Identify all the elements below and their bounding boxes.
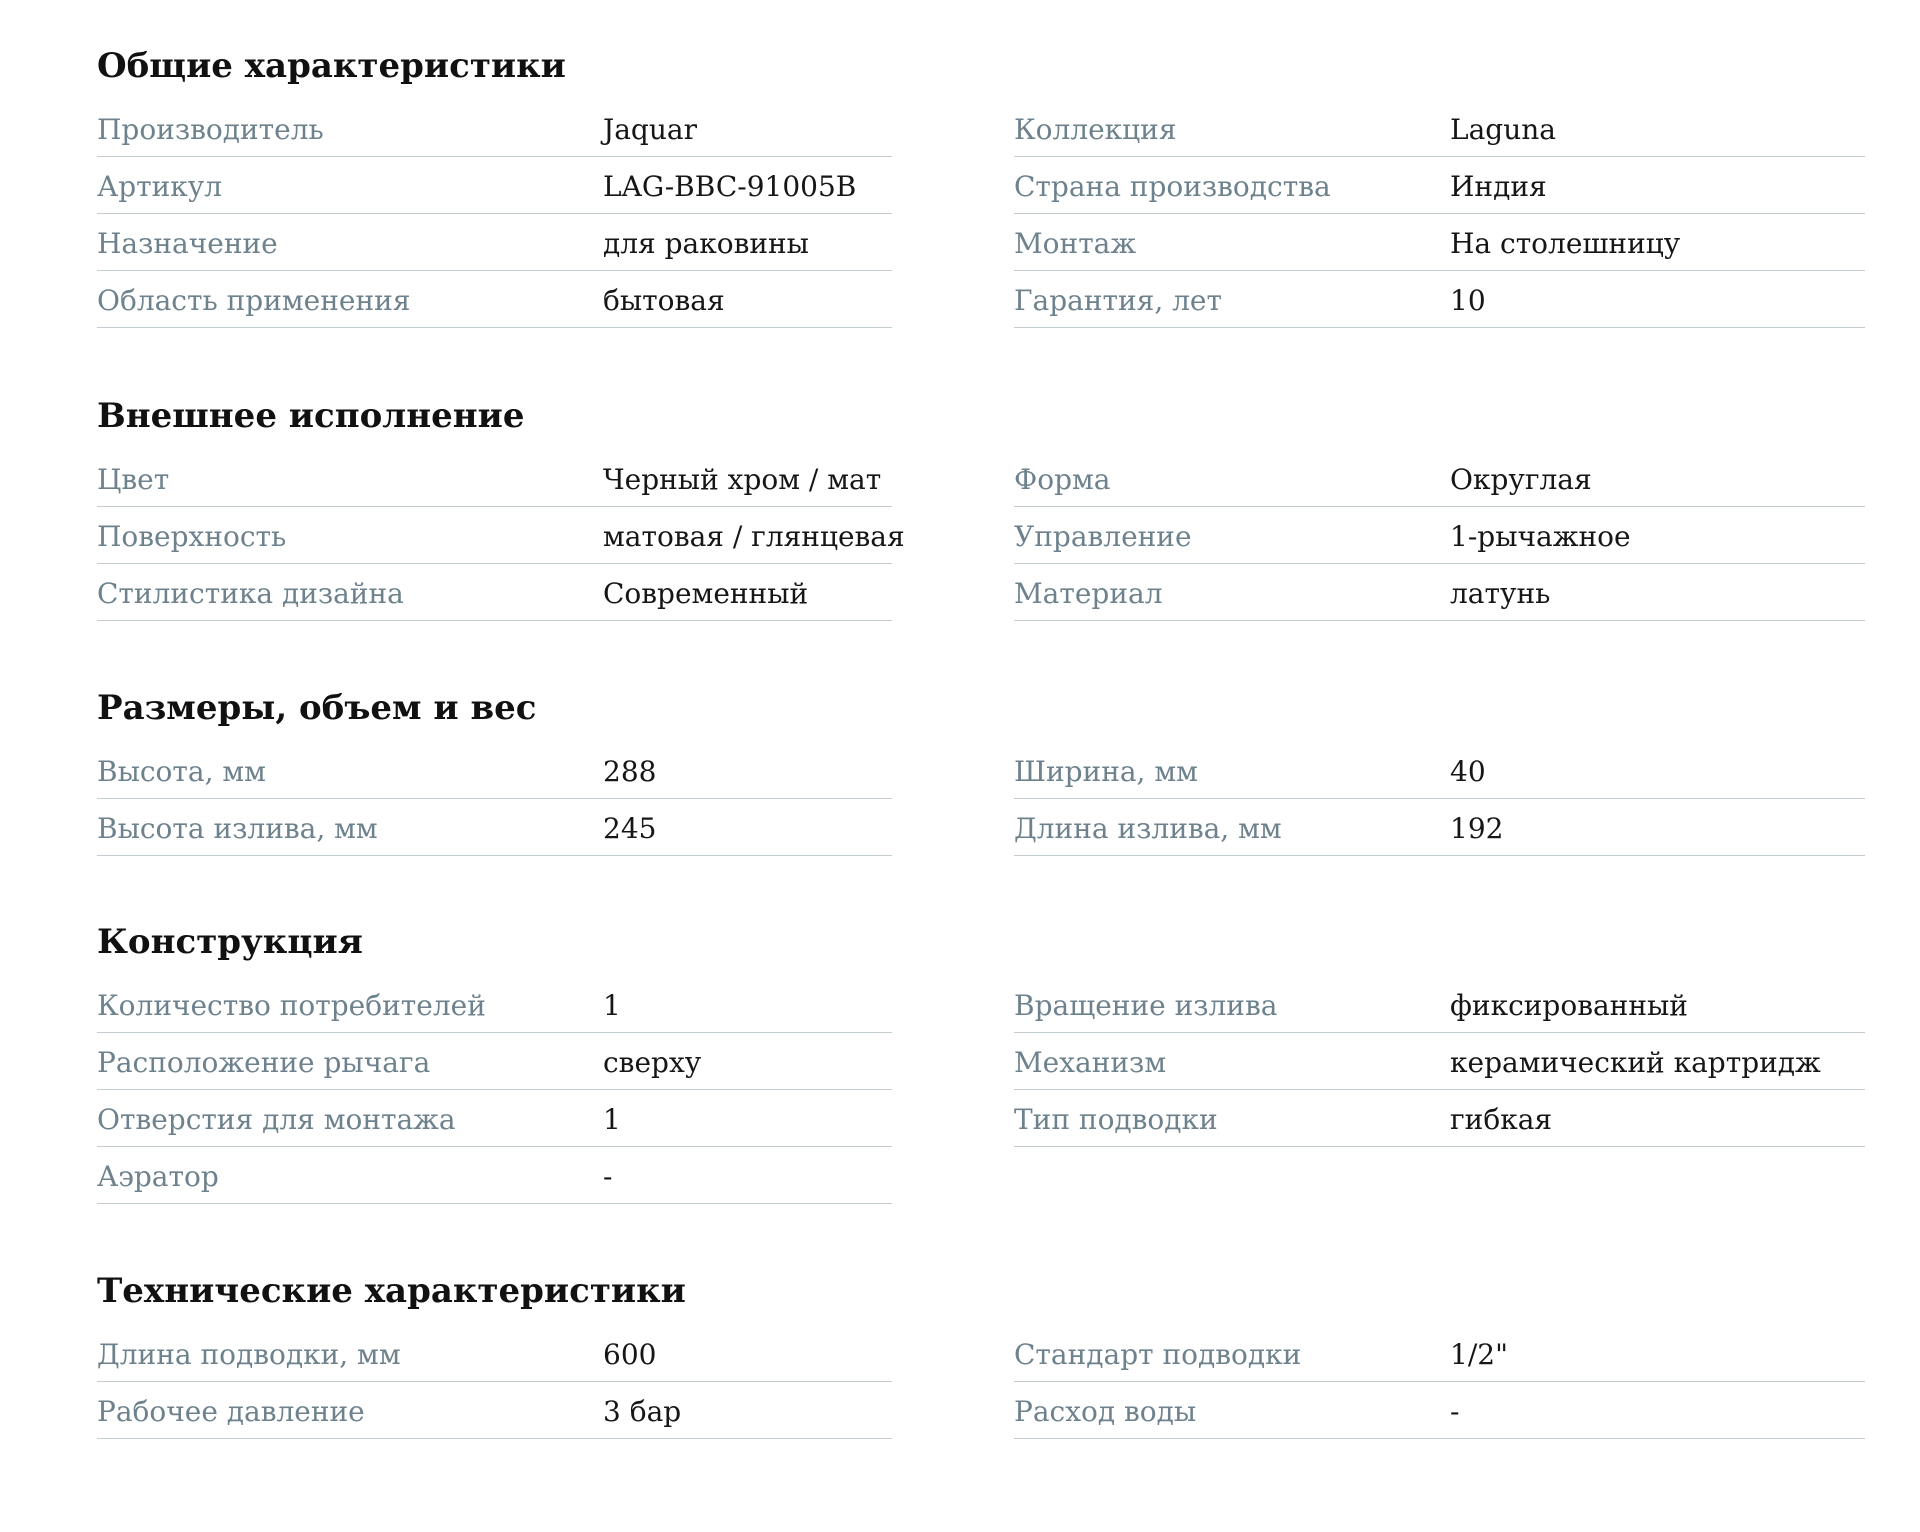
spec-value: сверху <box>603 1046 702 1079</box>
spec-value: 3 бар <box>603 1395 682 1428</box>
spec-value: матовая / глянцевая <box>603 520 905 553</box>
spec-value: Jaquar <box>603 113 697 146</box>
spec-row <box>1014 1090 1865 1147</box>
spec-label: Стандарт подводки <box>1014 1338 1302 1371</box>
spec-value: 600 <box>603 1338 657 1371</box>
spec-label: Материал <box>1014 577 1163 610</box>
spec-column-right <box>1014 100 1865 328</box>
spec-row <box>1014 157 1865 214</box>
spec-value: 1-рычажное <box>1450 520 1631 553</box>
spec-label: Вращение излива <box>1014 989 1278 1022</box>
spec-row <box>97 1033 892 1090</box>
spec-row <box>97 450 892 507</box>
spec-row <box>97 1147 892 1204</box>
spec-label: Форма <box>1014 463 1111 496</box>
spec-row <box>1014 1382 1865 1439</box>
spec-label: Расположение рычага <box>97 1046 431 1079</box>
spec-column-left <box>97 100 892 328</box>
spec-row <box>97 1090 892 1147</box>
spec-label: Гарантия, лет <box>1014 284 1222 317</box>
spec-value: гибкая <box>1450 1103 1553 1136</box>
spec-label: Область применения <box>97 284 411 317</box>
spec-row <box>1014 507 1865 564</box>
spec-row <box>97 1382 892 1439</box>
spec-column-right <box>1014 976 1865 1147</box>
section-dimensions <box>97 688 1865 845</box>
spec-row <box>1014 214 1865 271</box>
section-title: Общие характеристики <box>97 46 566 86</box>
spec-label: Тип подводки <box>1014 1103 1218 1136</box>
spec-row <box>1014 100 1865 157</box>
spec-label: Аэратор <box>97 1160 219 1193</box>
spec-label: Длина подводки, мм <box>97 1338 401 1371</box>
section-title: Внешнее исполнение <box>97 396 525 436</box>
spec-column-left <box>97 742 892 856</box>
spec-column-left <box>97 976 892 1204</box>
spec-label: Стилистика дизайна <box>97 577 404 610</box>
spec-value: бытовая <box>603 284 725 317</box>
spec-row <box>1014 271 1865 328</box>
spec-label: Высота излива, мм <box>97 812 378 845</box>
spec-label: Управление <box>1014 520 1192 553</box>
section-general <box>97 46 1865 317</box>
spec-value: Черный хром / мат <box>603 463 882 496</box>
section-title: Технические характеристики <box>97 1271 686 1311</box>
spec-value: 1/2" <box>1450 1338 1508 1371</box>
spec-value: фиксированный <box>1450 989 1688 1022</box>
spec-label: Высота, мм <box>97 755 266 788</box>
spec-label: Коллекция <box>1014 113 1177 146</box>
spec-label: Длина излива, мм <box>1014 812 1282 845</box>
spec-value: 10 <box>1450 284 1486 317</box>
spec-value: Округлая <box>1450 463 1592 496</box>
spec-value: 288 <box>603 755 657 788</box>
spec-value: 192 <box>1450 812 1504 845</box>
spec-label: Артикул <box>97 170 223 203</box>
spec-row <box>97 799 892 856</box>
spec-row <box>97 214 892 271</box>
spec-value: для раковины <box>603 227 809 260</box>
spec-row <box>97 1325 892 1382</box>
section-appearance <box>97 396 1865 610</box>
spec-value: керамический картридж <box>1450 1046 1821 1079</box>
spec-value: LAG-BBC-91005B <box>603 170 857 203</box>
spec-label: Расход воды <box>1014 1395 1197 1428</box>
spec-label: Количество потребителей <box>97 989 486 1022</box>
spec-label: Рабочее давление <box>97 1395 365 1428</box>
spec-value: 1 <box>603 989 621 1022</box>
spec-column-left <box>97 1325 892 1439</box>
spec-value: 245 <box>603 812 657 845</box>
spec-row <box>1014 976 1865 1033</box>
spec-value: - <box>603 1160 613 1193</box>
spec-label: Отверстия для монтажа <box>97 1103 456 1136</box>
spec-value: 1 <box>603 1103 621 1136</box>
spec-value: - <box>1450 1395 1460 1428</box>
spec-value: латунь <box>1450 577 1551 610</box>
spec-column-right <box>1014 450 1865 621</box>
spec-row <box>97 271 892 328</box>
spec-label: Поверхность <box>97 520 287 553</box>
spec-row <box>1014 564 1865 621</box>
spec-row <box>1014 1325 1865 1382</box>
spec-row <box>97 157 892 214</box>
spec-row <box>1014 1033 1865 1090</box>
spec-column-right <box>1014 742 1865 856</box>
spec-row <box>97 976 892 1033</box>
spec-row <box>1014 450 1865 507</box>
section-technical <box>97 1271 1865 1428</box>
spec-value: Laguna <box>1450 113 1556 146</box>
spec-row <box>97 742 892 799</box>
spec-row <box>1014 742 1865 799</box>
spec-label: Механизм <box>1014 1046 1167 1079</box>
spec-row <box>97 100 892 157</box>
spec-label: Назначение <box>97 227 278 260</box>
spec-value: Современный <box>603 577 809 610</box>
spec-value: На столешницу <box>1450 227 1681 260</box>
spec-label: Страна производства <box>1014 170 1331 203</box>
spec-value: 40 <box>1450 755 1486 788</box>
spec-row <box>97 564 892 621</box>
spec-column-right <box>1014 1325 1865 1439</box>
spec-label: Цвет <box>97 463 170 496</box>
spec-column-left <box>97 450 905 621</box>
spec-label: Производитель <box>97 113 324 146</box>
spec-label: Монтаж <box>1014 227 1137 260</box>
spec-label: Ширина, мм <box>1014 755 1198 788</box>
spec-value: Индия <box>1450 170 1547 203</box>
spec-row <box>97 507 905 564</box>
section-title: Размеры, объем и вес <box>97 688 537 728</box>
spec-row <box>1014 799 1865 856</box>
section-title: Конструкция <box>97 922 363 962</box>
section-construction <box>97 922 1865 1193</box>
